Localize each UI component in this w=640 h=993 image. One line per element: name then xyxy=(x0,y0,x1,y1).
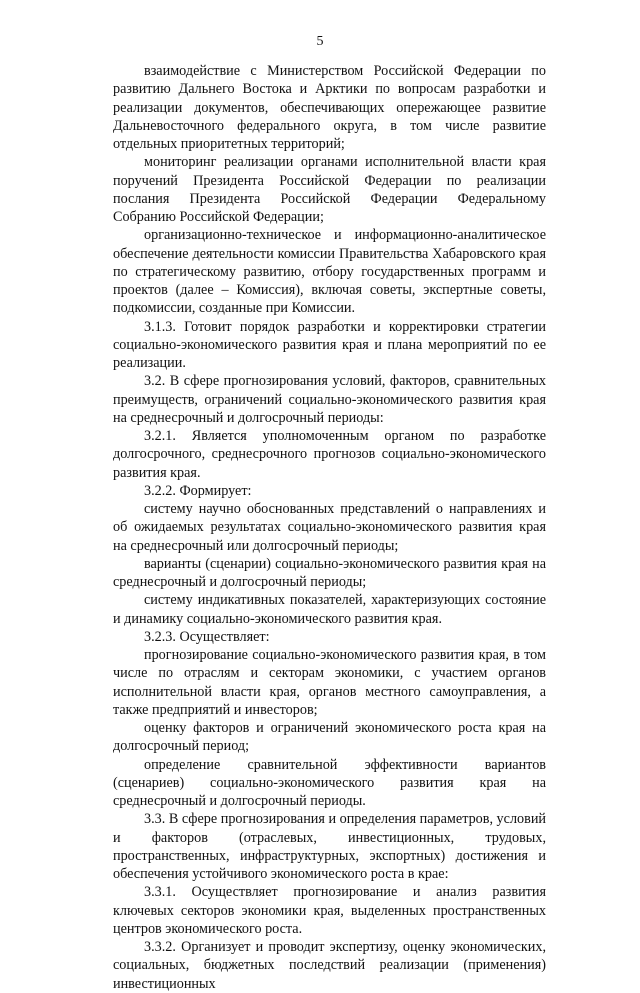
paragraph: 3.1.3. Готовит порядок разработки и корректировки стратегии социально-экономического развития края и плана мероприятий по ее реализации. xyxy=(113,318,546,371)
paragraph: варианты (сценарии) социально-экономического развития края на среднесрочный и долгосрочный периоды; xyxy=(113,555,546,590)
paragraph: 3.3.1. Осуществляет прогнозирование и анализ развития ключевых секторов экономики края, выделенных пространственных центров экономического роста. xyxy=(113,884,546,937)
paragraph: оценку факторов и ограничений экономического роста края на долгосрочный период; xyxy=(113,720,546,755)
paragraph: систему научно обоснованных представлений о направлениях и об ожидаемых результатах социально-экономического развития края на среднесрочный или долгосрочный периоды; xyxy=(113,501,546,554)
paragraph: мониторинг реализации органами исполнительной власти края поручений Президента Российской Федерации по реализации послания Президента Российской Федерации Федеральному Собранию Российской Федерации; xyxy=(113,154,546,225)
paragraph: определение сравнительной эффективности вариантов (сценариев) социально-экономического развития края на среднесрочный и долгосрочный периоды. xyxy=(113,756,546,809)
paragraph: 3.3. В сфере прогнозирования и определения параметров, условий и факторов (отраслевых, инвестиционных, трудовых, пространственных, инфраструктурных, экспортных) достижения и обеспечения устойчивого экономического роста в крае: xyxy=(113,811,547,882)
paragraph: систему индикативных показателей, характеризующих состояние и динамику социально-экономического развития края. xyxy=(113,592,546,627)
paragraph: организационно-техническое и информационно-аналитическое обеспечение деятельности комиссии Правительства Хабаровского края по стратегическому развитию, отбору государственных программ и проектов (далее – Комиссия), включая советы, экспертные советы, подкомиссии, созданные при Комиссии. xyxy=(113,227,546,317)
document-body xyxy=(113,62,546,993)
paragraph: 3.2.1. Является уполномоченным органом по разработке долгосрочного, среднесрочного прогнозов социально-экономического развития края. xyxy=(113,428,546,481)
paragraph: взаимодействие с Министерством Российской Федерации по развитию Дальнего Востока и Арктики по вопросам разработки и реализации документов, обеспечивающих опережающее развитие Дальневосточного федерального округа, в том числе развитие отдельных приоритетных территорий; xyxy=(113,63,546,152)
paragraph: прогнозирование социально-экономического развития края, в том числе по отраслям и секторам экономики, с участием органов исполнительной власти края, органов местного самоуправления, а также предприятий и инвесторов; xyxy=(113,647,546,718)
page-number: 5 xyxy=(316,34,324,49)
paragraph: 3.2.3. Осуществляет: xyxy=(144,628,270,645)
paragraph: 3.2.2. Формирует: xyxy=(144,482,252,499)
paragraph: 3.2. В сфере прогнозирования условий, факторов, сравнительных преимуществ, ограничений социально-экономического развития края на среднесрочный и долгосрочный периоды: xyxy=(113,373,546,426)
paragraph: 3.3.2. Организует и проводит экспертизу, оценку экономических, социальных, бюджетных последствий реализации (применения) инвестиционных xyxy=(113,939,546,992)
